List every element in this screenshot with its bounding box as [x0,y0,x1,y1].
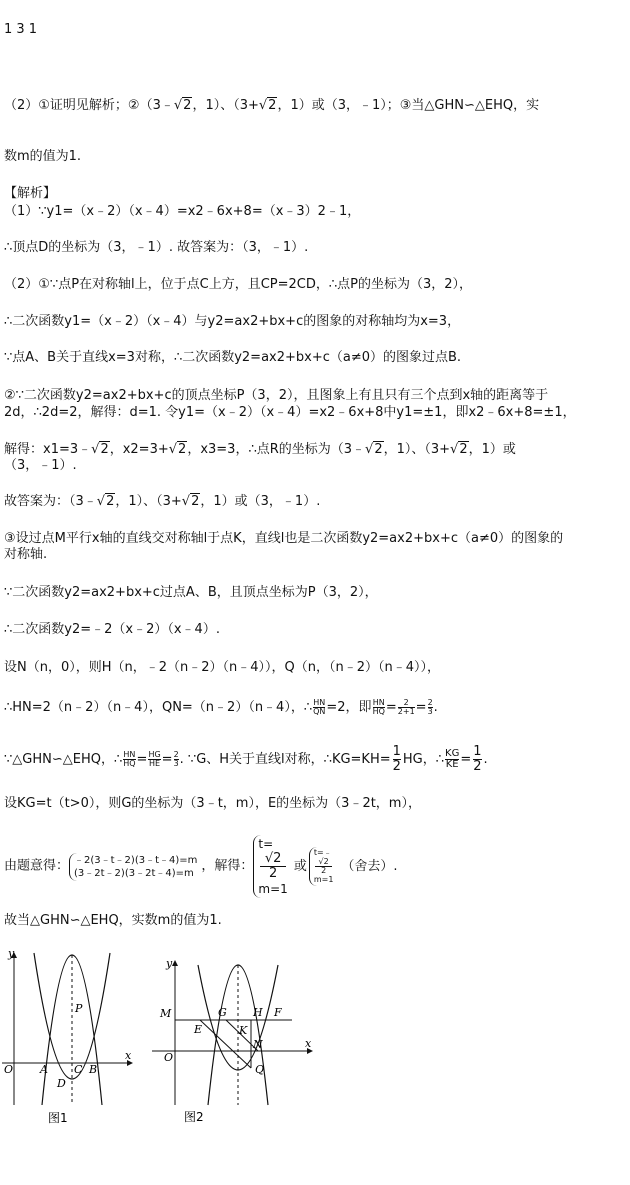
label-A: A [40,1063,48,1076]
label-G: G [218,1006,227,1019]
analysis-line: ②∵二次函数y2=ax2+bx+c的顶点坐标P（3，2），且图象上有且只有三个点到x轴的距离等于 [4,388,549,403]
analysis-line: ∵△GHN∽△EHQ，∴ $\frac{HN}{HQ}$ = $\frac{HG}{HE}$ = $\frac{2}{3}$ . ∵G、H关于直线l对称，∴KG=KH= $\frac{1}{2}$ HG，∴ $\frac{KG}{KE}$ = $\frac{1}{2}$ . [4,744,488,774]
fraction: $\frac{1}{2}$ [473,744,482,774]
figure-1-caption: 图1 [48,1111,68,1125]
fraction: $\frac{KG}{KE}$ [445,748,460,770]
analysis-line: ∴二次函数y1=（x﹣2）（x﹣4）与y2=ax2+bx+c的图象的对称轴均为x=3， [4,314,461,329]
sqrt-2: √2 [168,442,187,457]
sqrt-2: √2 [365,442,383,457]
fraction: $\frac{HG}{HE}$ [148,750,161,768]
fraction: $\frac{HN}{HQ}$ [372,698,385,716]
figure-2 [150,955,325,1135]
label-C: C [74,1063,83,1076]
label-y: y [8,947,15,960]
parabola-y1 [198,965,278,1070]
sqrt-2: √2 [173,98,192,113]
sqrt-2: √2 [181,494,200,509]
analysis-equation-system: 由题意得： ﹣2(3﹣t﹣2)(3﹣t﹣4)=m (3﹣2t﹣2)(3﹣2t﹣4)=m ，解得： t= √2 2 m=1 或 t=﹣ √2 2 m=1 （舍去）. [4,837,398,896]
label-x: x [125,1049,132,1062]
equation-system: ﹣2(3﹣t﹣2)(3﹣t﹣4)=m (3﹣2t﹣2)(3﹣2t﹣4)=m [69,853,201,881]
label-B: B [89,1063,98,1076]
label-O: O [164,1051,174,1064]
label-K: K [239,1024,248,1037]
fraction: $\frac{2}{2+1}$ [397,698,415,716]
solution-system: t= √2 2 m=1 [253,835,291,898]
analysis-line: 解得：x1=3﹣√2，x2=3+√2，x3=3，∴点R的坐标为（3﹣√2，1）、（3+√2，1）或 [4,442,516,457]
label-D: D [57,1077,66,1090]
analysis-line: （1）∵y1=（x﹣2）（x﹣4）=x2﹣6x+8=（x﹣3）2﹣1， [4,204,361,219]
analysis-line: （2）①∵点P在对称轴l上，位于点C上方，且CP=2CD，∴点P的坐标为（3，2）， [4,277,473,292]
sqrt-2: √2 [96,494,115,509]
analysis-line: 设KG=t（t>0），则G的坐标为（3﹣t，m），E的坐标为（3﹣2t，m）， [4,796,421,811]
fraction: $\frac{2}{3}$ [427,698,433,716]
sqrt-2: √2 [258,98,277,113]
fraction: $\frac{HN}{QN}$ [313,698,326,716]
label-Q: Q [255,1063,265,1076]
analysis-line: ∴HN=2（n﹣2）（n﹣4），QN=（n﹣2）（n﹣4），∴ $\frac{HN}{QN}$ =2，即 $\frac{HN}{HQ}$ = $\frac{2}{2+1}$ = $\frac{2}{3}$ . [4,698,438,716]
solution-system: t=﹣ √2 2 m=1 [309,847,338,886]
analysis-line: 对称轴. [4,547,48,562]
sqrt-2: √2 [450,442,468,457]
analysis-line: ∵点A、B关于直线x=3对称，∴二次函数y2=ax2+bx+c（a≠0）的图象过点B. [4,350,462,365]
analysis-line: ∴顶点D的坐标为（3，﹣1）. 故答案为：（3，﹣1）. [4,240,309,255]
analysis-line: 设N（n，0），则H（n，﹣2（n﹣2）（n﹣4）），Q（n，（n﹣2）（n﹣4））， [4,660,441,675]
answer-line-2: 数m的值为1. [4,149,82,164]
analysis-line: ∵二次函数y2=ax2+bx+c过点A、B，且顶点坐标为P（3，2）， [4,585,378,600]
header-text: 1 3 1 [4,22,38,37]
label-M: M [160,1007,172,1020]
fraction: √2 2 [315,858,333,875]
analysis-line: （3，﹣1）. [4,458,77,473]
fraction: $\frac{HN}{HQ}$ [123,750,136,768]
label-P: P [75,1002,83,1015]
answer-line-1: （2）①证明见解析；②（3﹣√2，1）、（3+√2，1）或（3，﹣1）；③当△GHN∽△EHQ，实 [4,98,540,113]
label-F: F [274,1006,282,1019]
figure-1 [0,945,145,1130]
fraction: √2 2 [260,852,285,881]
fraction: $\frac{1}{2}$ [392,744,401,774]
label-x: x [305,1037,312,1050]
analysis-title: 【解析】 [4,186,57,201]
analysis-line: 故当△GHN∽△EHQ，实数m的值为1. [4,913,222,928]
analysis-line: 2d，∴2d=2，解得：d=1. 令y1=（x﹣2）（x﹣4）=x2﹣6x+8中y1=±1，即x2﹣6x+8=±1， [4,405,576,420]
label-E: E [194,1023,203,1036]
analysis-line: ③设过点M平行x轴的直线交对称轴l于点K，直线l也是二次函数y2=ax2+bx+c（a≠0）的图象的 [4,531,564,546]
label-y: y [166,957,173,970]
label-O: O [4,1063,14,1076]
figure-2-caption: 图2 [184,1110,204,1124]
analysis-line: ∴二次函数y2=﹣2（x﹣2）（x﹣4）. [4,622,220,637]
analysis-line: 故答案为：（3﹣√2，1）、（3+√2，1）或（3，﹣1）. [4,494,321,509]
label-N: N [253,1038,263,1051]
label-H: H [253,1006,263,1019]
sqrt-2: √2 [91,442,109,457]
fraction: $\frac{2}{3}$ [173,750,179,768]
